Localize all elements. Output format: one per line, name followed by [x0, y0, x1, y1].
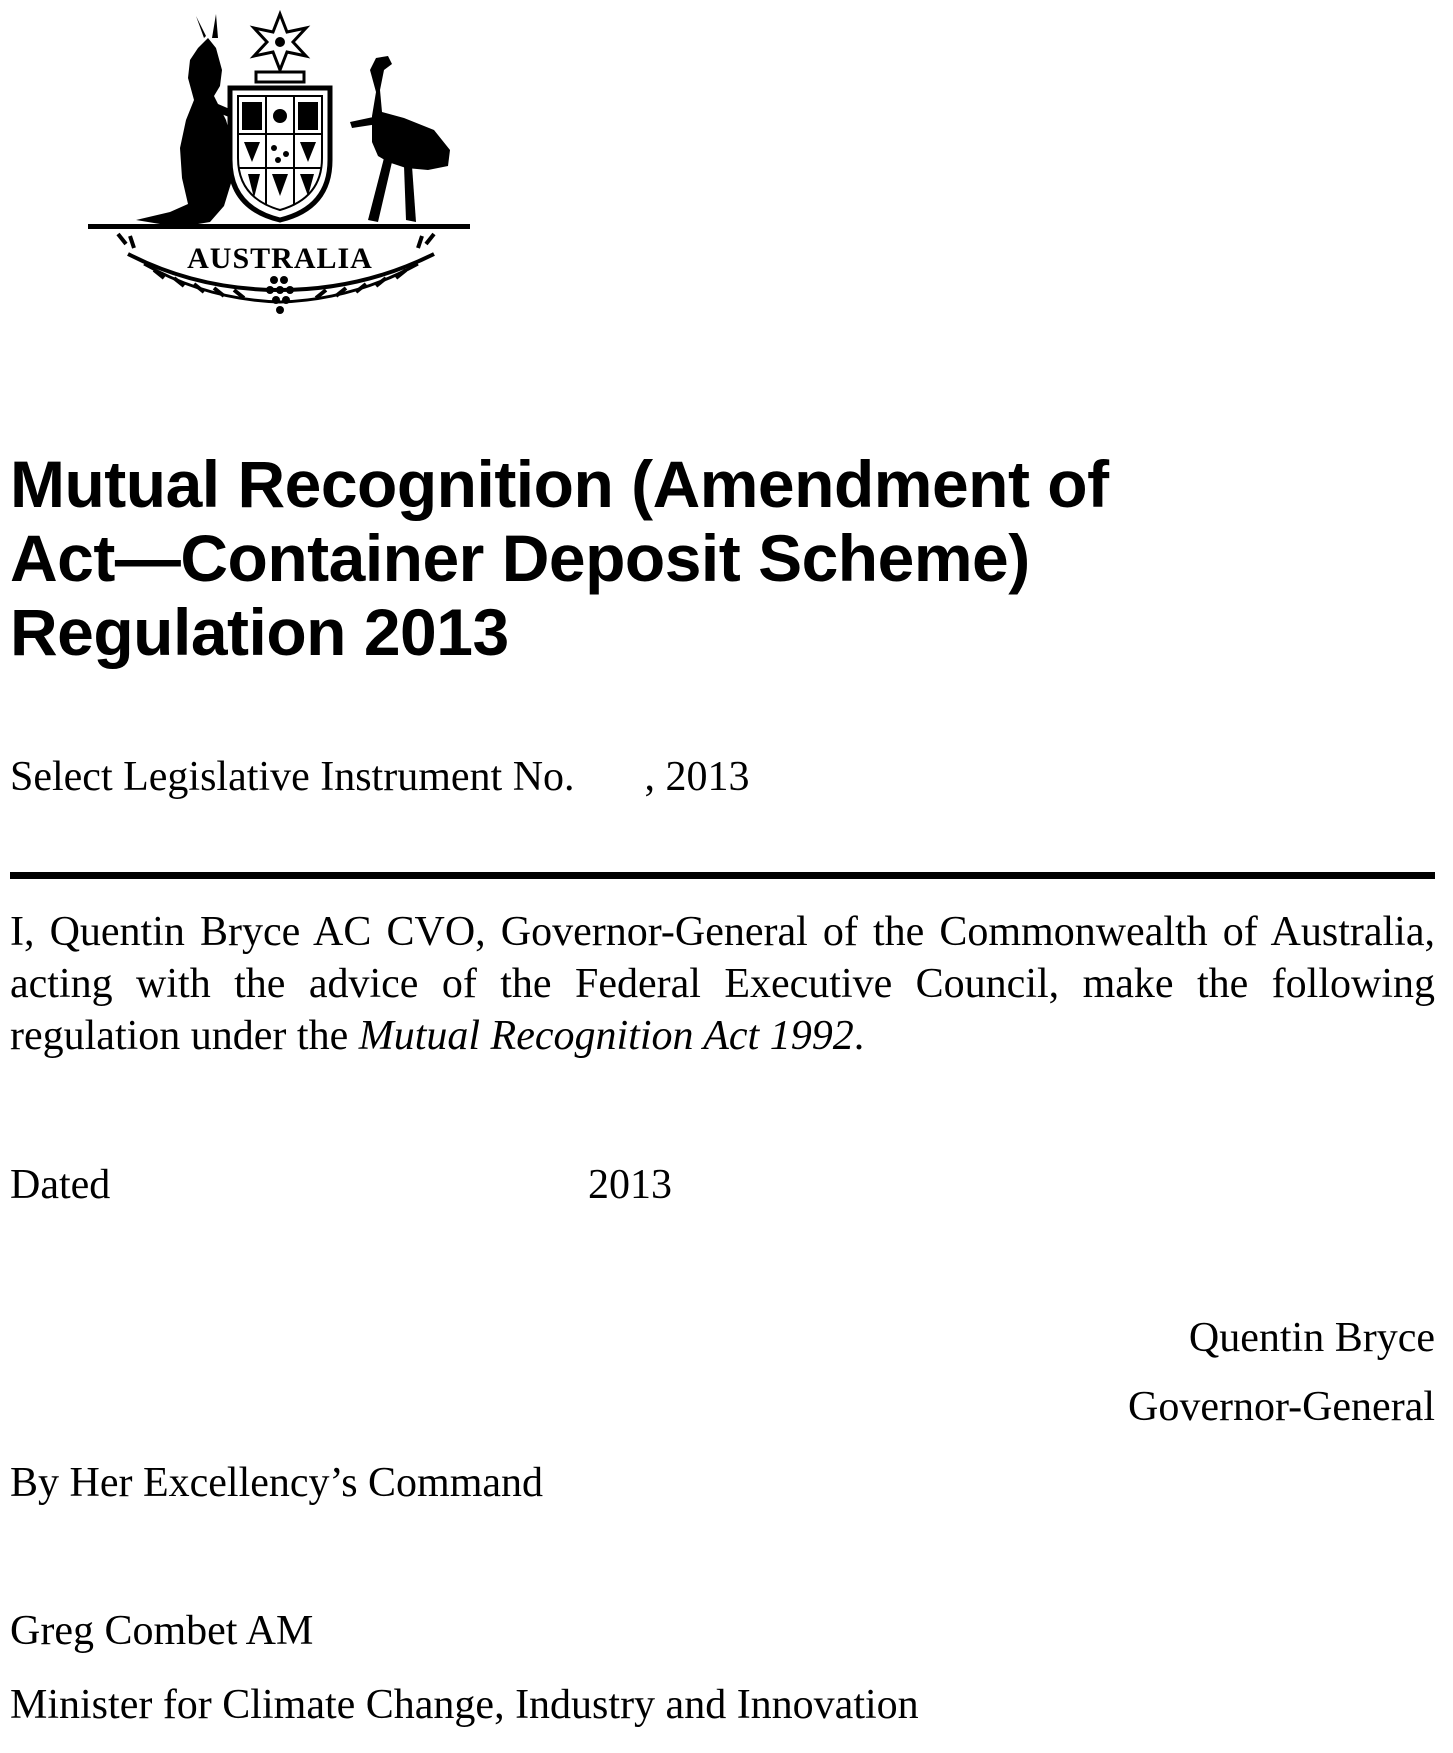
instrument-number — [10, 752, 750, 802]
minister-title: Minister for Climate Change, Industry and Innovation — [10, 1682, 919, 1728]
page-title — [10, 447, 1310, 669]
crest-label: AUSTRALIA — [187, 242, 373, 275]
enacting-text: I, Quentin Bryce AC CVO, Governor-General of the Commonwealth of Australia, acting with the advice of the Federal Executive Council, make the following regulation under the — [10, 909, 1435, 1059]
signer-title: Governor-General — [1127, 1384, 1435, 1430]
minister-name: Greg Combet AM — [10, 1608, 314, 1654]
divider — [10, 872, 1435, 879]
dated-label: Dated — [10, 1162, 111, 1208]
coat-of-arms-icon — [88, 8, 528, 348]
instrument-suffix: , 2013 — [644, 754, 750, 800]
instrument-prefix: Select Legislative Instrument No. — [10, 754, 575, 800]
enacting-words — [10, 906, 1435, 1062]
title-line-3: Regulation 2013 — [10, 595, 509, 669]
dated-year: 2013 — [588, 1162, 672, 1208]
signer-name: Quentin Bryce — [1188, 1315, 1435, 1361]
title-line-1: Mutual Recognition (Amendment of — [10, 447, 1109, 521]
title-line-2: Act—Container Deposit Scheme) — [10, 521, 1030, 595]
enacting-end: . — [853, 1013, 865, 1059]
command-line: By Her Excellency’s Command — [10, 1460, 544, 1506]
coat-of-arms — [88, 8, 528, 348]
act-name: Mutual Recognition Act 1992 — [358, 1013, 854, 1059]
